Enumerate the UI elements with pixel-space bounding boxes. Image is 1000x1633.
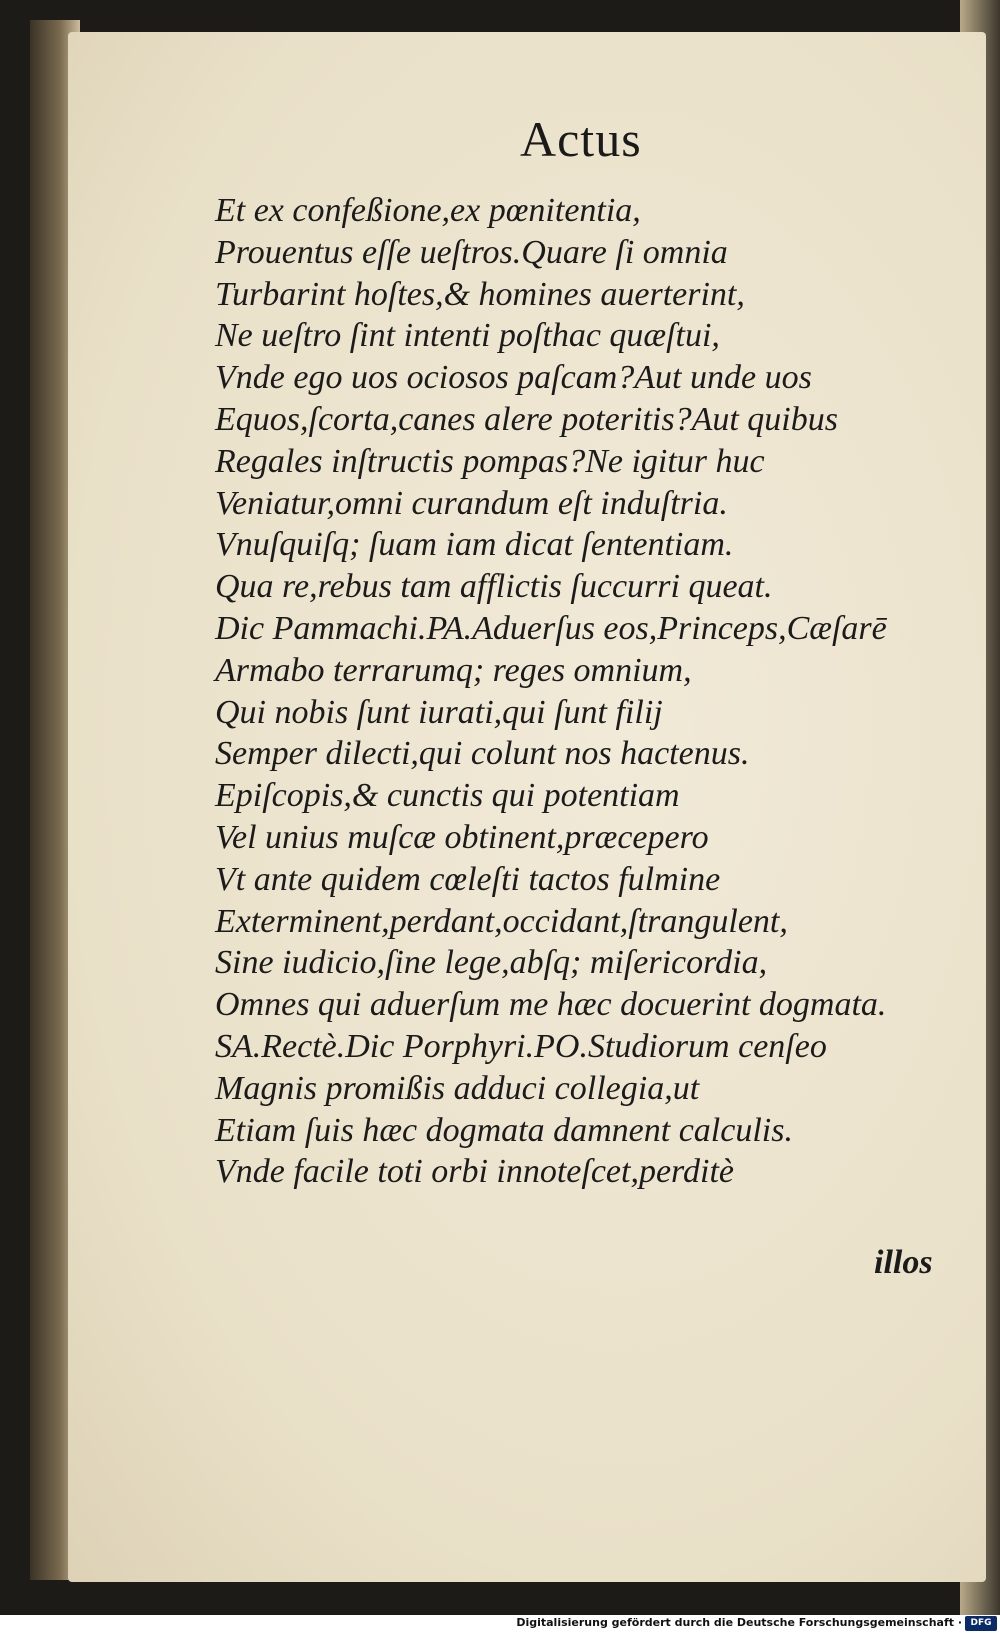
verse-line: Epiſcopis,& cunctis qui potentiam	[215, 777, 680, 815]
verse-line: Semper dilecti,qui colunt nos hactenus.	[215, 735, 750, 773]
verse-line: SA.Rectè.Dic Porphyri.PO.Studiorum cenſeo	[215, 1027, 827, 1065]
verse-line: Vnuſquiſq; ſuam iam dicat ſententiam.	[215, 526, 734, 564]
verse-line: Vnde ego uos ociosos paſcam?Aut unde uos	[215, 359, 812, 397]
verse-text-block	[215, 190, 955, 1193]
verse-line: Et ex confeßione,ex pœnitentia,	[215, 192, 641, 229]
verse-line: Qua re,rebus tam afflictis ſuccurri queat.	[215, 568, 773, 606]
catchword: illos	[874, 1244, 933, 1281]
running-head: Actus	[520, 111, 642, 167]
verse-line: Etiam ſuis hæc dogmata damnent calculis.	[215, 1111, 793, 1149]
verse-line: Armabo terrarumq; reges omnium,	[215, 651, 692, 689]
verse-line: Ne ueſtro ſint intenti poſthac quæſtui,	[215, 317, 720, 355]
verse-line: Prouentus eſſe ueſtros.Quare ſi omnia	[215, 233, 728, 271]
verse-line: Exterminent,perdant,occidant,ſtrangulent,	[215, 902, 788, 940]
verse-line: Sine iudicio,ſine lege,abſq; miſericordia,	[215, 944, 768, 982]
verse-line: Magnis promißis adduci collegia,ut	[215, 1069, 700, 1107]
verse-line: Vnde facile toti orbi innoteſcet,perditè	[215, 1153, 734, 1191]
verse-line: Vt ante quidem cœleſti tactos fulmine	[215, 860, 721, 898]
verse-line: Vel unius muſcæ obtinent,præcepero	[215, 818, 709, 856]
dfg-logo: DFG	[965, 1616, 997, 1631]
verse-line: Equos,ſcorta,canes alere poteritis?Aut quibus	[215, 400, 838, 438]
verse-line: Turbarint hoſtes,& homines auerterint,	[215, 275, 745, 313]
digitization-footer	[0, 1615, 1000, 1633]
verse-line: Veniatur,omni curandum eſt induſtria.	[215, 484, 728, 522]
verse-line: Qui nobis ſunt iurati,qui ſunt filij	[215, 693, 663, 731]
footer-credit: Digitalisierung gefördert durch die Deutsche Forschungsgemeinschaft ·	[516, 1616, 962, 1629]
verse-line: Dic Pammachi.PA.Aduerſus eos,Princeps,Cæſarē	[215, 609, 887, 647]
verse-line: Regales inſtructis pompas?Ne igitur huc	[215, 442, 765, 480]
verse-line: Omnes qui aduerſum me hæc docuerint dogmata.	[215, 986, 887, 1024]
